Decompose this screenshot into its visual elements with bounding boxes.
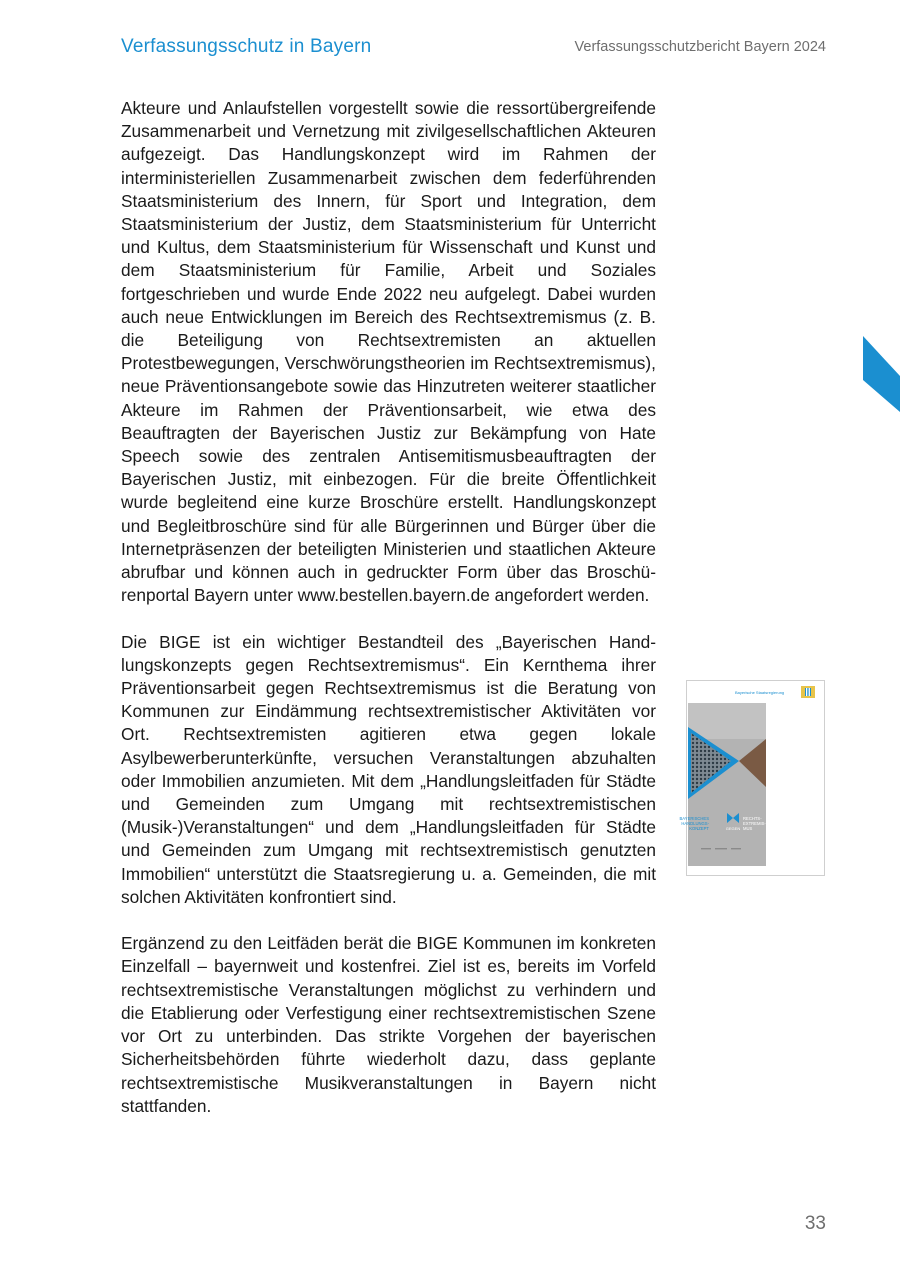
- section-title: Verfassungsschutz in Bayern: [121, 36, 372, 57]
- cover-title-right-1: RECHTS-: [743, 816, 762, 821]
- paragraph-2: Die BIGE ist ein wichtiger Bestandteil des „Bayerischen Handlungskonzepts gegen Rechtsextremismus“. Ein Kernthema ihrer Präventionsarbeit gegen Rechtsextremismus ist die Beratung von Kommunen zur Eindämmung rechtsextremistischer Aktivitäten vor Ort. Rechtsextremisten agitieren etwa gegen lokale Asylbewerberunterkünfte, versuchen Veranstaltungen abzuhalten oder Immobilien anzumieten. Mit dem „Handlungsleitfaden für Städte und Gemeinden zum Umgang mit rechtsextremistischen (Musik-)Veranstaltungen“ und dem „Handlungsleitfaden für Städte und Gemeinden zum Umgang mit rechtsextremistisch genutzten Immobilien“ unterstützt die Staatsregierung u. a. Gemeinden, die mit solchen Aktivitäten konfrontiert sind.: [121, 631, 656, 907]
- cover-title-right-3: MUS: [743, 826, 753, 831]
- cover-title-left-1: BAYERISCHES: [679, 816, 709, 821]
- cover-title-right-2: EXTREMIS-: [743, 821, 766, 826]
- paragraph-3: Ergänzend zu den Leitfäden berät die BIGE Kommunen im konkreten Einzelfall – bayernweit und kostenfrei. Ziel ist es, bereits im Vorfeld rechtsextremistische Veranstaltungen möglichst zu verhindern und die Etablierung oder Verfestigung einer rechtsextremistischen Szene vor Ort zu unterbinden. Das strikte Vorgehen der bayerischen Sicherheitsbehörden führte wiederholt dazu, dass geplante rechtsextremistische Musikveranstaltungen in Bayern nicht stattfanden.: [121, 933, 656, 1116]
- bavarian-coat-of-arms-icon: [801, 686, 815, 698]
- chapter-tab-marker: [863, 336, 900, 412]
- page-number: 33: [804, 1213, 826, 1234]
- body-text: [121, 97, 656, 1141]
- cover-title-gegen: GEGEN: [725, 826, 741, 831]
- brochure-cover-image: [679, 680, 825, 876]
- report-title: Verfassungsschutzbericht Bayern 2024: [574, 39, 826, 55]
- paragraph-1: Akteure und Anlaufstellen vorgestellt sowie die ressortübergreifende Zusammenarbeit und Vernetzung mit zivilgesellschaftlichen Akteuren aufgezeigt. Das Handlungskonzept wird im Rahmen der interministeriellen Zusammenarbeit zwischen dem federführenden Staatsministerium des Innern, für Sport und Integration, dem Staatsministerium der Justiz, dem Staatsministerium für Unterricht und Kultus, dem Staatsministerium für Wissenschaft und Kunst und dem Staatsministerium für Familie, Arbeit und Soziales fortgeschrieben und wurde Ende 2022 neu aufgelegt. Dabei wurden auch neue Entwicklungen im Bereich des Rechtsextremismus (z. B. die Beteiligung von Rechtsextremisten an aktuellen Protestbewegungen, Verschwörungstheorien im Rechtsextremismus), neue Präventionsangebote sowie das Hinzutreten weiterer staatlicher Akteure im Rahmen der Präventionsarbeit, wie etwa des Beauftragten der Bayerischen Justiz zur Bekämpfung von Hate Speech sowie des zentralen Antisemitismusbeauftragten der Bayerischen Justiz, mit einbezogen. Für die breite Öffentlichkeit wurde begleitend eine kurze Broschüre erstellt. Handlungskonzept und Begleitbroschüre sind für alle Bürgerinnen und Bürger über die Internetpräsenzen der beteiligten Ministerien und staatlichen Akteure abrufbar und können auch in gedruckter Form über das Broschürenportal Bayern unter www.bestellen.bayern.de angefordert werden.: [121, 98, 656, 606]
- cover-title-left-2: HANDLUNGS-: [681, 821, 709, 826]
- cover-title-left-3: KONZEPT: [689, 826, 709, 831]
- cover-publisher: Bayerische Staatsregierung: [735, 690, 785, 695]
